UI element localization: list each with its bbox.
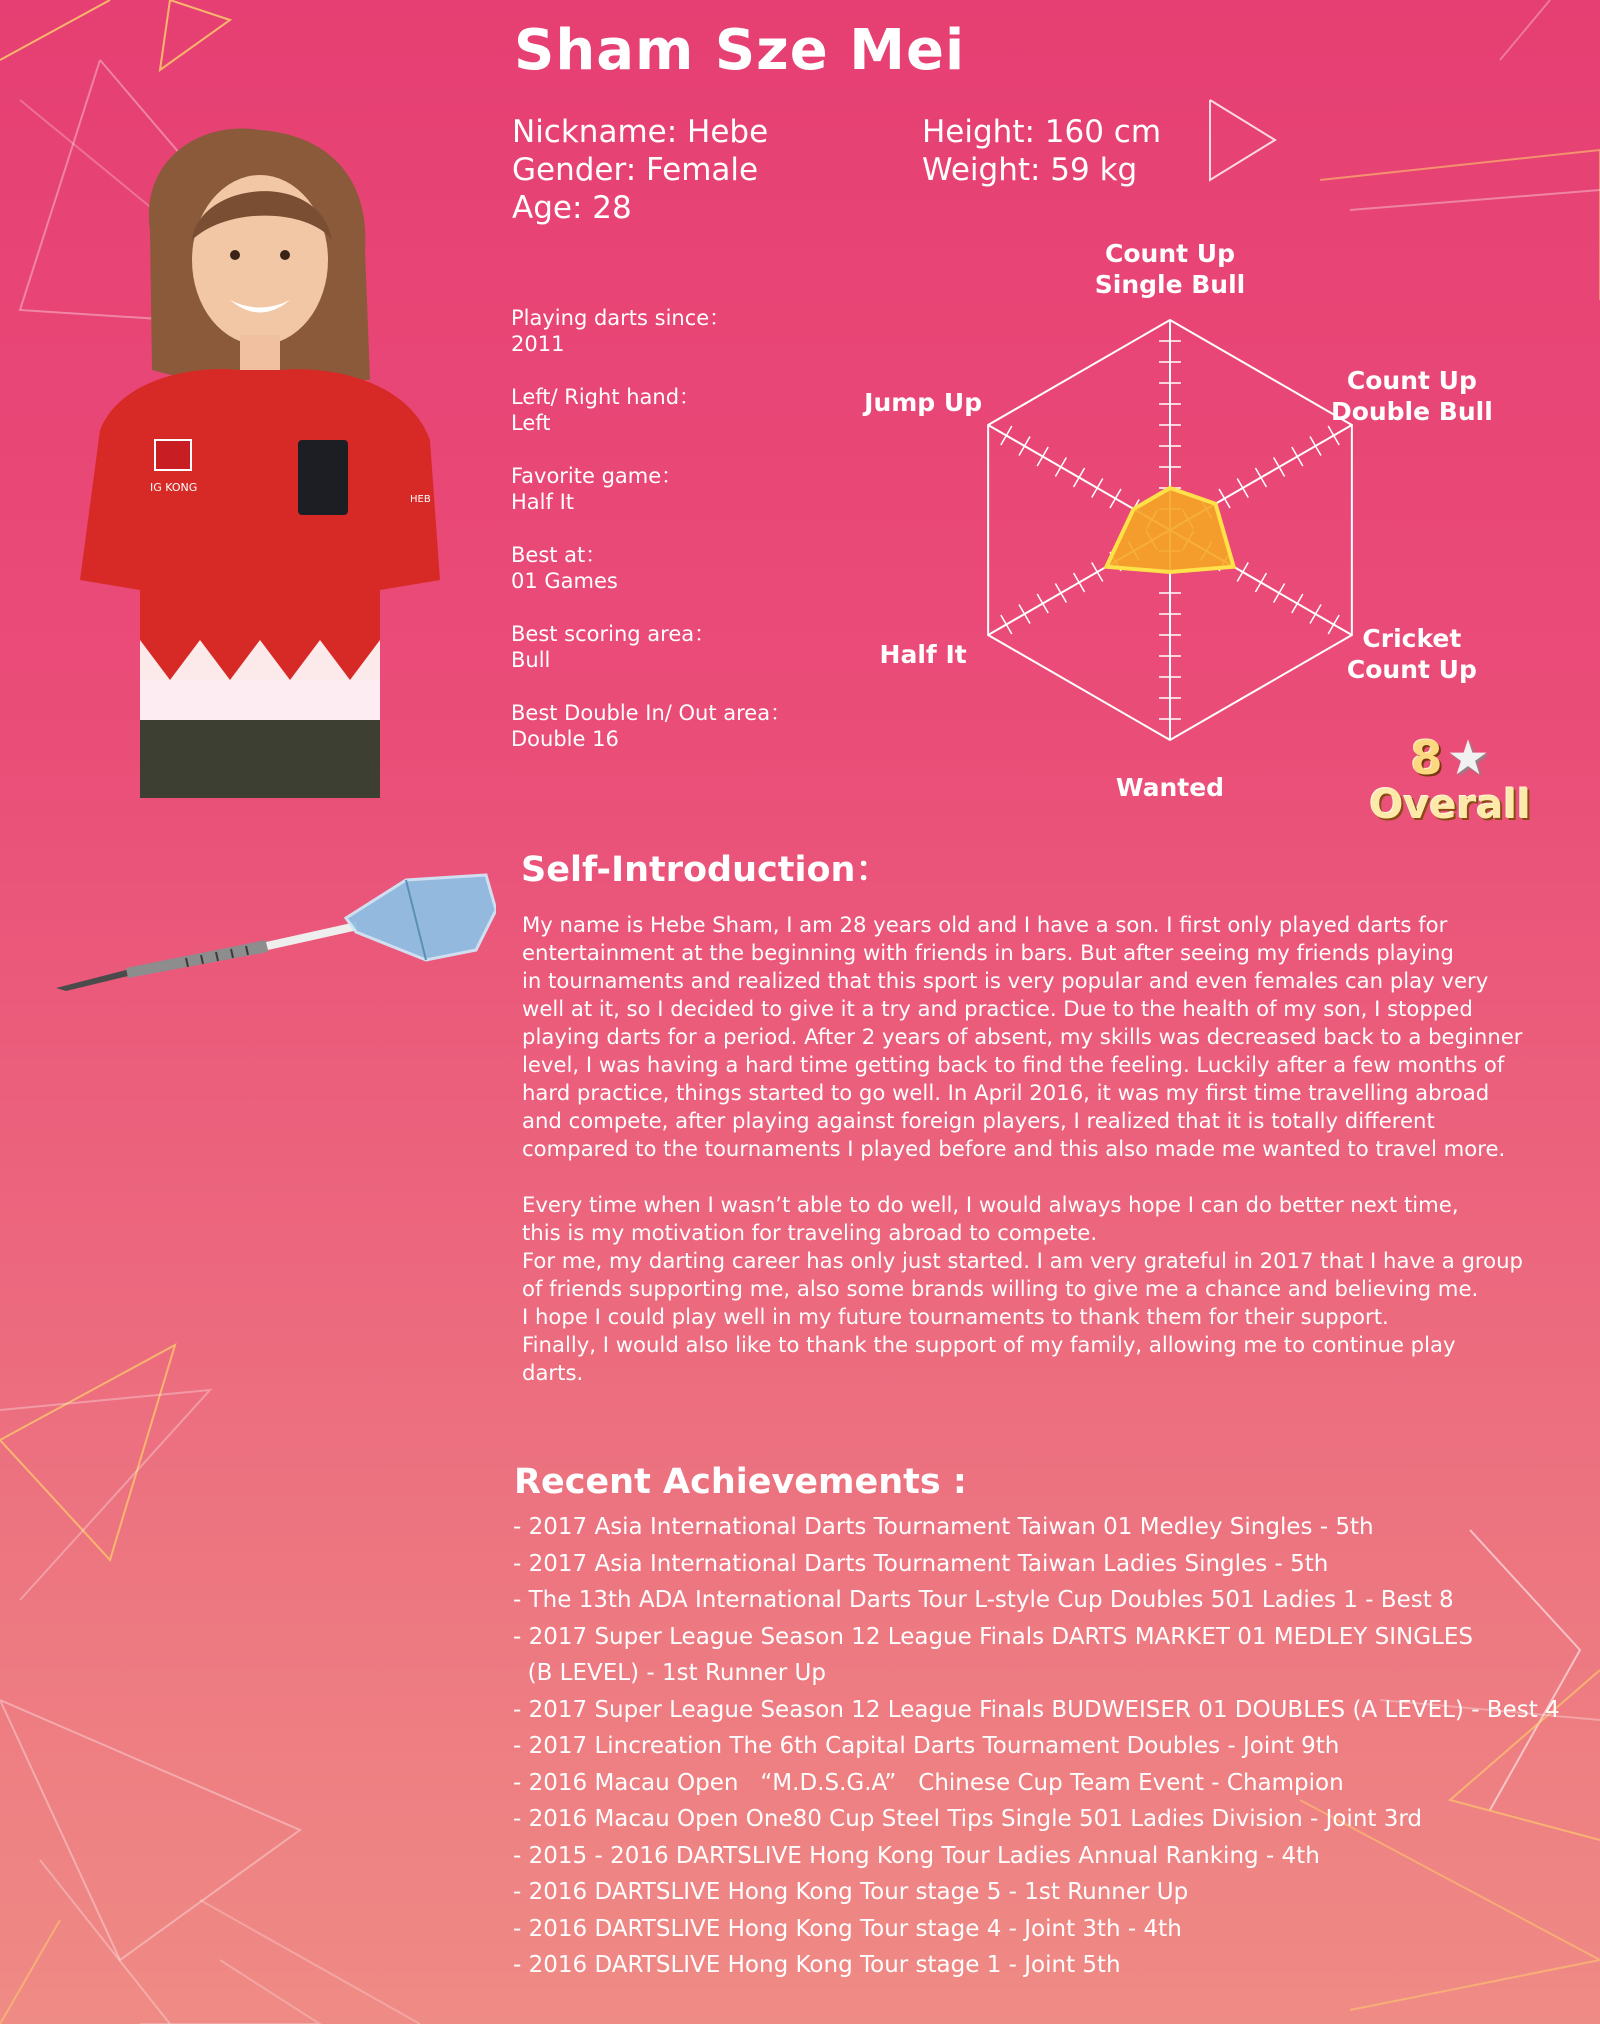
achievement-item: - 2017 Lincreation The 6th Capital Darts Tournament Doubles - Joint 9th bbox=[513, 1733, 1340, 1759]
achievement-item: - 2016 DARTSLIVE Hong Kong Tour stage 5 - 1st Runner Up bbox=[513, 1879, 1189, 1905]
radar-tick bbox=[1274, 583, 1285, 602]
player-name: Sham Sze Mei bbox=[514, 18, 966, 83]
achievement-item: - 2017 Asia International Darts Tournament Taiwan Ladies Singles - 5th bbox=[513, 1550, 1329, 1577]
achievement-item: - 2017 Super League Season 12 League Finals DARTS MARKET 01 MEDLEY SINGLES bbox=[513, 1623, 1473, 1650]
sleeve-text: HEB bbox=[410, 494, 431, 505]
attributes-list bbox=[511, 305, 791, 779]
overall-rating bbox=[1355, 730, 1545, 828]
attr-label: Best scoring area： bbox=[511, 622, 716, 646]
radar-tick bbox=[1310, 436, 1321, 455]
radar-tick bbox=[1037, 447, 1048, 466]
radar-tick bbox=[1237, 478, 1248, 497]
radar-data-area bbox=[1106, 488, 1233, 572]
radar-tick bbox=[1274, 457, 1285, 476]
player-photo bbox=[80, 120, 460, 798]
intro-paragraph: Every time when I wasn’t able to do well, I would always hope I can do better next time, this is my motivation for traveling abroad to compete. For me, my darting career has only just started. I am very grateful in 2017 that I have a group of friends supporting me, also some brands willing to give me a chance and believing me. I hope I could play well in my future tournaments to thank them for their support. Finally, I would also like to thank the support of my family, allowing me to continue play darts. bbox=[522, 1192, 1523, 1385]
self-intro-text bbox=[522, 911, 1582, 1415]
radar-axis-label: Cricket Count Up bbox=[1346, 624, 1477, 684]
attr-label: Playing darts since： bbox=[511, 306, 731, 330]
radar-tick bbox=[1055, 457, 1066, 476]
radar-tick bbox=[1328, 426, 1339, 445]
achievements-list bbox=[513, 1509, 1560, 1984]
radar-tick bbox=[1092, 478, 1103, 497]
weight: Weight: 59 kg bbox=[922, 152, 1138, 188]
radar-tick bbox=[1001, 426, 1012, 445]
radar-tick bbox=[1074, 468, 1085, 487]
nickname: Nickname: Hebe bbox=[512, 114, 769, 150]
attr-label: Left/ Right hand： bbox=[511, 385, 701, 409]
radar-tick bbox=[1037, 594, 1048, 613]
basic-info-right bbox=[922, 113, 1161, 189]
radar-tick bbox=[1328, 615, 1339, 634]
radar-axis-label: Count Up Double Bull bbox=[1330, 366, 1493, 426]
basic-info-left bbox=[512, 113, 768, 227]
attr-value: 2011 bbox=[511, 332, 565, 356]
achievements-title: Recent Achievements : bbox=[514, 1462, 967, 1502]
radar-tick bbox=[1292, 594, 1303, 613]
attr-value: 01 Games bbox=[511, 569, 618, 593]
shirt-text: IG KONG bbox=[150, 481, 198, 494]
radar-tick bbox=[1255, 468, 1266, 487]
achievement-item: (B LEVEL) - 1st Runner Up bbox=[513, 1660, 826, 1686]
rating-label: Overall bbox=[1369, 782, 1531, 828]
attr-label: Best at： bbox=[511, 543, 607, 567]
radar-axis-label: Wanted bbox=[1115, 773, 1225, 802]
achievement-item: - 2017 Asia International Darts Tournament Taiwan 01 Medley Singles - 5th bbox=[513, 1514, 1374, 1540]
age: Age: 28 bbox=[512, 190, 632, 226]
gender: Gender: Female bbox=[512, 152, 759, 188]
radar-tick bbox=[1110, 489, 1121, 508]
star-icon: ★ bbox=[1446, 730, 1490, 786]
radar-tick bbox=[1255, 573, 1266, 592]
radar-tick bbox=[1292, 447, 1303, 466]
attr-best-at bbox=[511, 542, 791, 594]
attr-best-double bbox=[511, 700, 791, 752]
attr-playing-since bbox=[511, 305, 791, 357]
dart-image bbox=[56, 870, 496, 1000]
attr-best-scoring-area bbox=[511, 621, 791, 673]
radar-tick bbox=[1219, 489, 1230, 508]
attr-hand bbox=[511, 384, 791, 436]
radar-tick bbox=[1310, 604, 1321, 623]
achievement-item: - 2017 Super League Season 12 League Finals BUDWEISER 01 DOUBLES (A LEVEL) - Best 4 bbox=[513, 1696, 1560, 1723]
achievement-item: - 2016 DARTSLIVE Hong Kong Tour stage 4 - Joint 3th - 4th bbox=[513, 1915, 1182, 1942]
radar-axis-label: Count Up Single Bull bbox=[1094, 239, 1246, 299]
radar-tick bbox=[1019, 436, 1030, 455]
radar-tick bbox=[1092, 562, 1103, 581]
radar-axis-label: Half It bbox=[879, 640, 967, 669]
achievement-item: - 2016 Macau Open One80 Cup Steel Tips Single 501 Ladies Division - Joint 3rd bbox=[513, 1806, 1423, 1832]
radar-tick bbox=[1055, 583, 1066, 602]
attr-label: Favorite game： bbox=[511, 464, 683, 488]
radar-tick bbox=[1074, 573, 1085, 592]
achievement-item: - 2015 - 2016 DARTSLIVE Hong Kong Tour Ladies Annual Ranking - 4th bbox=[513, 1842, 1320, 1869]
achievement-item: - 2016 Macau Open “M.D.S.G.A” Chinese Cup Team Event - Champion bbox=[513, 1769, 1344, 1796]
achievement-item: - The 13th ADA International Darts Tour L-style Cup Doubles 501 Ladies 1 - Best 8 bbox=[513, 1587, 1454, 1613]
intro-paragraph: My name is Hebe Sham, I am 28 years old and I have a son. I first only played darts for entertainment at the beginning with friends in bars. But after seeing my friends playing in tournaments and realized that this sport is very popular and even females can play very well at it, so I decided to give it a try and practice. Due to the health of my son, I stopped playing darts for a period. After 2 years of absent, my skills was decreased back to a beginner level, I was having a hard time getting back to find the feeling. Luckily after a few months of hard practice, things started to go well. In April 2016, it was my first time travelling abroad and compete, after playing against foreign players, I realized that it is totally different compared to the tournaments I played before and this also made me wanted to travel more. bbox=[522, 912, 1523, 1161]
attr-favorite-game bbox=[511, 463, 791, 515]
height: Height: 160 cm bbox=[922, 114, 1162, 150]
radar-tick bbox=[1019, 604, 1030, 623]
attr-value: Half It bbox=[511, 490, 574, 514]
radar-tick bbox=[1237, 562, 1248, 581]
radar-axis-label: Jump Up bbox=[864, 388, 983, 417]
attr-value: Left bbox=[511, 411, 551, 435]
self-intro-title: Self-Introduction： bbox=[521, 850, 891, 890]
radar-tick bbox=[1001, 615, 1012, 634]
attr-value: Double 16 bbox=[511, 727, 619, 751]
rating-number: 8 bbox=[1410, 731, 1443, 785]
attr-value: Bull bbox=[511, 648, 551, 672]
achievement-item: - 2016 DARTSLIVE Hong Kong Tour stage 1 - Joint 5th bbox=[513, 1952, 1121, 1978]
attr-label: Best Double In/ Out area： bbox=[511, 701, 792, 725]
